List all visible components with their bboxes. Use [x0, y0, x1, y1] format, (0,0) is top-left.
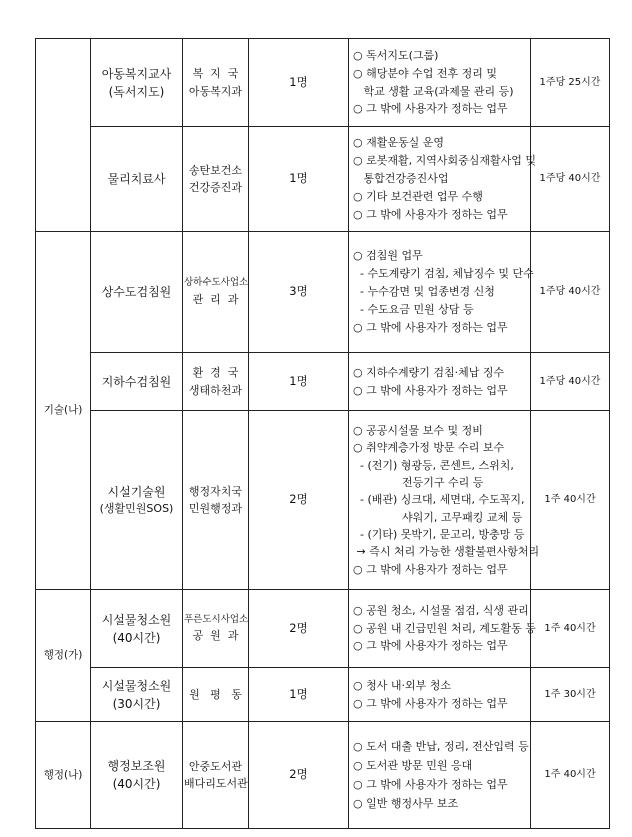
department-cell: 안중도서관 배다리도서관 [183, 722, 249, 829]
department-cell: 상하수도사업소 관 리 과 [183, 232, 249, 353]
duties-cell: ○ 공원 청소, 시설물 점검, 식생 관리 ○ 공원 내 긴급민원 처리, 계도활동 등 ○ 그 밖에 사용자가 정하는 업무 [349, 590, 531, 668]
table-row [36, 127, 610, 232]
headcount-cell: 2명 [249, 411, 349, 590]
job-title-cell: 물리치료사 [91, 127, 183, 232]
table-row [36, 722, 610, 829]
headcount-cell: 1명 [249, 668, 349, 722]
hours-cell: 1주 30시간 [531, 668, 610, 722]
job-title-cell: 상수도검침원 [91, 232, 183, 353]
duties-cell: ○ 재활운동실 운영 ○ 로봇재활, 지역사회중심재활사업 및 통합건강증진사업 ○ 기타 보건관련 업무 수행 ○ 그 밖에 사용자가 정하는 업무 [349, 127, 531, 232]
hours-cell: 1주당 40시간 [531, 353, 610, 411]
headcount-cell: 1명 [249, 353, 349, 411]
department-cell: 복 지 국 아동복지과 [183, 39, 249, 127]
headcount-cell: 3명 [249, 232, 349, 353]
duties-cell: ○ 도서 대출 반납, 정리, 전산입력 등 ○ 도서관 방문 민원 응대 ○ 그 밖에 사용자가 정하는 업무 ○ 일반 행정사무 보조 [349, 722, 531, 829]
department-cell: 환 경 국 생태하천과 [183, 353, 249, 411]
category-cell: 행정(나) [36, 722, 91, 829]
table-row [36, 232, 610, 353]
job-title-cell: 시설물청소원 (40시간) [91, 590, 183, 668]
hours-cell: 1주당 25시간 [531, 39, 610, 127]
duties-cell: ○ 청사 내·외부 청소 ○ 그 밖에 사용자가 정하는 업무 [349, 668, 531, 722]
table-row [36, 353, 610, 411]
duties-cell: ○ 독서지도(그룹) ○ 해당분야 수업 전후 정리 및 학교 생활 교육(과제물 관리 등) ○ 그 밖에 사용자가 정하는 업무 [349, 39, 531, 127]
category-cell: 행정(가) [36, 590, 91, 722]
hours-cell: 1주당 40시간 [531, 127, 610, 232]
department-cell: 원 평 동 [183, 668, 249, 722]
job-table [35, 38, 610, 829]
department-cell: 푸른도시사업소 공 원 과 [183, 590, 249, 668]
duties-cell: ○ 공공시설물 보수 및 정비 ○ 취약계층가정 방문 수리 보수 - (전기) 형광등, 콘센트, 스위치, 전등기구 수리 등 - (배관) 싱크대, 세면대, 수도꼭지, 샤워기, 고무패킹 교체 등 - (기타) 못박기, 문고리, 방충망 등 → 즉시 처리 가능한 생활불편사항처리 ○ 그 밖에 사용자가 정하는 업무 [349, 411, 531, 590]
table-row [36, 590, 610, 668]
table-row [36, 411, 610, 590]
hours-cell: 1주 40시간 [531, 590, 610, 668]
job-title-cell: 행정보조원 (40시간) [91, 722, 183, 829]
job-title-cell: 아동복지교사 (독서지도) [91, 39, 183, 127]
hours-cell: 1주 40시간 [531, 722, 610, 829]
headcount-cell: 1명 [249, 39, 349, 127]
department-cell: 송탄보건소 건강증진과 [183, 127, 249, 232]
headcount-cell: 2명 [249, 590, 349, 668]
duties-cell: ○ 검침원 업무 - 수도계량기 검침, 체납징수 및 단수 - 누수감면 및 업종변경 신청 - 수도요금 민원 상담 등 ○ 그 밖에 사용자가 정하는 업무 [349, 232, 531, 353]
category-cell: 기술(나) [36, 232, 91, 590]
hours-cell: 1주 40시간 [531, 411, 610, 590]
table-row [36, 39, 610, 127]
headcount-cell: 1명 [249, 127, 349, 232]
job-title-cell: 시설기술원 (생활민원SOS) [91, 411, 183, 590]
hours-cell: 1주당 40시간 [531, 232, 610, 353]
department-cell: 행정자치국 민원행정과 [183, 411, 249, 590]
category-cell [36, 39, 91, 232]
headcount-cell: 2명 [249, 722, 349, 829]
job-title-cell: 지하수검침원 [91, 353, 183, 411]
table-row [36, 668, 610, 722]
duties-cell: ○ 지하수계량기 검침·체납 징수 ○ 그 밖에 사용자가 정하는 업무 [349, 353, 531, 411]
job-title-cell: 시설물청소원 (30시간) [91, 668, 183, 722]
